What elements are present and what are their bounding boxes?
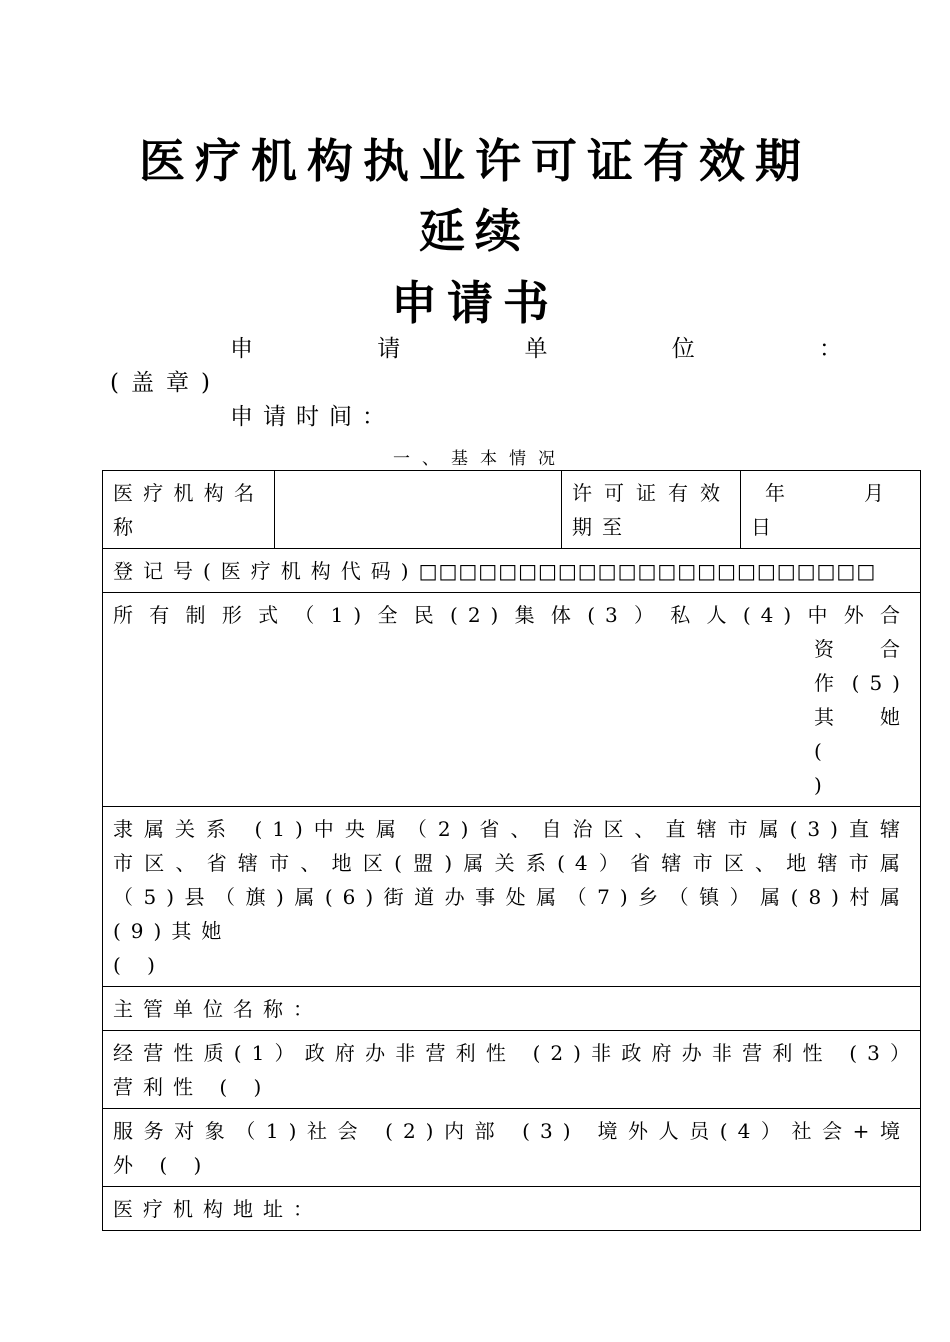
document-title-line-2: 延续 [419, 204, 531, 258]
license-valid-label: 许可证有效期至 [562, 471, 741, 549]
date-day-label: 日 [751, 515, 781, 539]
registration-code-boxes[interactable]: □□□□□□□□□□□□□□□□□□□□□□□ [418, 559, 877, 583]
applicant-char: 申 [230, 336, 253, 362]
applicant-char: 请 [377, 336, 401, 362]
ownership-options: 所有制形式（1)全民(2)集体(3）私人(4)中外合 [113, 603, 910, 627]
table-row [103, 1109, 921, 1187]
license-valid-date-field[interactable] [741, 471, 921, 549]
applicant-unit-line [230, 338, 842, 361]
ownership-option-fragment: 资合 [814, 637, 910, 661]
seal-note: (盖章) [110, 370, 222, 396]
date-year-label: 年 [765, 481, 795, 505]
table-row [103, 549, 921, 593]
application-time-label: 申请时间： [230, 404, 395, 430]
table-row [103, 987, 921, 1031]
section-title: 一、基本情况 [393, 449, 567, 469]
ownership-answer-close: ) [814, 773, 832, 797]
supervisor-cell[interactable]: 主管单位名称： [103, 987, 921, 1031]
affiliation-answer: ( ) [113, 953, 165, 977]
basic-info-table [102, 470, 921, 1231]
table-row [103, 593, 921, 807]
document-title-line-1: 医疗机构执业许可证有效期 [139, 134, 811, 188]
business-nature-cell[interactable]: 经营性质(1）政府办非营利性 (2)非政府办非营利性 (3）营利性 ( ) [103, 1031, 921, 1109]
table-row [103, 1187, 921, 1231]
document-title-line-3: 申请书 [391, 276, 559, 330]
affiliation-options: 隶属关系 (1)中央属（2)省、自治区、直辖市属(3)直辖市区、省辖市、地区(盟)属关系(4）省辖市区、地辖市属（5)县（旗)属(6)街道办事处属（7)乡（镇）属(8)村属(9)其她 [113, 817, 910, 943]
ownership-answer-open: ( [814, 739, 832, 763]
registration-cell[interactable] [103, 549, 921, 593]
institution-address-cell[interactable]: 医疗机构地址： [103, 1187, 921, 1231]
applicant-char: 单 [524, 336, 548, 362]
registration-label: 登记号(医疗机构代码) [113, 559, 419, 583]
date-month-label: 月 [864, 481, 894, 505]
applicant-char: 位 [671, 336, 695, 362]
table-row [103, 471, 921, 549]
ownership-option-fragment: 其她 [814, 705, 910, 729]
service-target-cell[interactable]: 服务对象（1)社会 (2)内部 (3) 境外人员(4）社会+境外 ( ) [103, 1109, 921, 1187]
ownership-option-fragment: 作(5) [814, 671, 910, 695]
applicant-char: ： [819, 336, 842, 362]
institution-name-label: 医疗机构名称 [103, 471, 275, 549]
affiliation-cell[interactable] [103, 807, 921, 987]
table-row [103, 1031, 921, 1109]
institution-name-field[interactable] [275, 471, 562, 549]
ownership-cell[interactable] [103, 593, 921, 807]
table-row [103, 807, 921, 987]
